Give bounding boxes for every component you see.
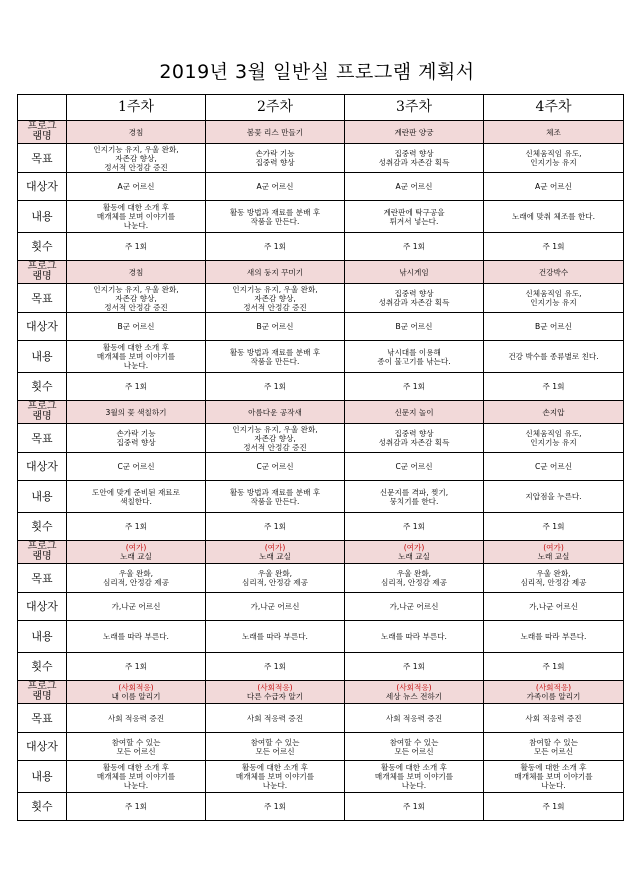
program-name-cell [484, 401, 624, 424]
program-category: (사회적응) [396, 683, 432, 692]
program-name-cell [206, 121, 345, 144]
row-label: 내용 [18, 341, 67, 373]
corner-cell [18, 95, 67, 121]
program-title: 세상 뉴스 전하기 [385, 692, 443, 701]
target-cell: A군 어르신 [345, 173, 484, 201]
goal-row [18, 564, 624, 593]
count-row [18, 373, 624, 401]
row-label: 프로그 램명 [18, 541, 67, 564]
row-label: 목표 [18, 284, 67, 313]
program-name-cell [67, 541, 206, 564]
target-cell: 가,나군 어르신 [67, 593, 206, 621]
content-cell: 활동에 대한 소개 후 매개체를 보며 이야기를 나눈다. [67, 341, 206, 373]
program-name-cell [484, 541, 624, 564]
goal-cell: 사회 적응력 증진 [345, 704, 484, 733]
row-label: 횟수 [18, 373, 67, 401]
program-title: 다른 수급자 알기 [246, 692, 304, 701]
row-label: 프로그 램명 [18, 401, 67, 424]
goal-cell: 우울 완화, 심리적, 안정감 제공 [206, 564, 345, 593]
count-row [18, 233, 624, 261]
content-cell: 낚시대를 이용해 종이 물고기를 낚는다. [345, 341, 484, 373]
goal-cell: 우울 완화, 심리적, 안정감 제공 [67, 564, 206, 593]
program-name-cell [345, 541, 484, 564]
target-cell: A군 어르신 [67, 173, 206, 201]
program-name-row [18, 401, 624, 424]
program-title: 아름다운 공작새 [248, 407, 302, 417]
count-cell: 주 1회 [206, 793, 345, 821]
program-name-cell [345, 681, 484, 704]
goal-cell: 신체움직임 유도, 인지기능 유지 [484, 284, 624, 313]
target-cell: 가,나군 어르신 [206, 593, 345, 621]
goal-cell: 인지기능 유지, 우울 완화, 자존감 향상, 정서적 안정감 증진 [206, 284, 345, 313]
content-cell: 활동 방법과 재료를 분배 후 작품을 만든다. [206, 201, 345, 233]
target-cell: 가,나군 어르신 [345, 593, 484, 621]
goal-cell: 우울 완화, 심리적, 안정감 제공 [484, 564, 624, 593]
program-title: 체조 [546, 127, 561, 137]
goal-cell: 인지기능 유지, 우울 완화, 자존감 향상, 정서적 안정감 증진 [67, 144, 206, 173]
target-row [18, 733, 624, 761]
goal-cell: 신체움직임 유도, 인지기능 유지 [484, 144, 624, 173]
row-label: 목표 [18, 564, 67, 593]
content-cell: 활동 방법과 재료를 분배 후 작품을 만든다. [206, 481, 345, 513]
program-title: 내 이름 알리기 [111, 692, 161, 701]
target-cell: C군 어르신 [345, 453, 484, 481]
row-label: 횟수 [18, 653, 67, 681]
program-name-row [18, 121, 624, 144]
target-cell: C군 어르신 [206, 453, 345, 481]
program-title: 낚시게임 [399, 267, 429, 277]
count-cell: 주 1회 [67, 793, 206, 821]
program-name-cell [67, 401, 206, 424]
content-cell: 노래를 따라 부른다. [206, 621, 345, 653]
count-row [18, 793, 624, 821]
content-row [18, 621, 624, 653]
count-cell: 주 1회 [484, 793, 624, 821]
row-label: 목표 [18, 704, 67, 733]
content-cell: 노래를 따라 부른다. [345, 621, 484, 653]
count-cell: 주 1회 [484, 653, 624, 681]
target-row [18, 593, 624, 621]
page-title: 2019년 3월 일반실 프로그램 계획서 [159, 61, 475, 83]
program-name-cell [484, 121, 624, 144]
goal-cell: 사회 적응력 증진 [484, 704, 624, 733]
program-name-cell [67, 261, 206, 284]
content-cell: 건강 박수를 종류별로 친다. [484, 341, 624, 373]
goal-row [18, 704, 624, 733]
content-cell: 활동에 대한 소개 후 매개체를 보며 이야기를 나눈다. [67, 201, 206, 233]
program-title: 건강박수 [538, 267, 569, 277]
count-cell: 주 1회 [345, 373, 484, 401]
program-name-row [18, 541, 624, 564]
count-cell: 주 1회 [484, 373, 624, 401]
program-category: (사회적응) [535, 683, 572, 692]
goal-cell: 인지기능 유지, 우울 완화, 자존감 향상, 정서적 안정감 증진 [67, 284, 206, 313]
goal-cell: 손가락 기능 집중력 향상 [67, 424, 206, 453]
program-title: 새의 둥지 꾸미기 [246, 267, 304, 277]
program-category: (여가) [403, 543, 425, 552]
program-title: 손지압 [542, 407, 565, 417]
target-cell: 가,나군 어르신 [484, 593, 624, 621]
program-title: 신문지 놀이 [394, 407, 434, 417]
goal-cell: 신체움직임 유도, 인지기능 유지 [484, 424, 624, 453]
content-cell: 활동에 대한 소개 후 매개체를 보며 이야기를 나눈다. [345, 761, 484, 793]
target-cell: C군 어르신 [67, 453, 206, 481]
program-plan-table [17, 94, 624, 821]
goal-cell: 집중력 향상 성취감과 자존감 획득 [345, 424, 484, 453]
program-name-cell [206, 401, 345, 424]
row-label: 횟수 [18, 513, 67, 541]
program-name-cell [484, 261, 624, 284]
program-category: (사회적응) [257, 683, 293, 692]
target-row [18, 453, 624, 481]
count-cell: 주 1회 [206, 653, 345, 681]
content-cell: 계란판에 탁구공을 튀겨서 넣는다. [345, 201, 484, 233]
goal-row [18, 284, 624, 313]
row-label: 횟수 [18, 233, 67, 261]
header-row [18, 95, 624, 121]
program-title: 계란판 양궁 [394, 127, 434, 137]
program-name-cell [345, 261, 484, 284]
program-name-cell [67, 121, 206, 144]
target-row [18, 313, 624, 341]
row-label: 프로그 램명 [18, 681, 67, 704]
count-cell: 주 1회 [345, 793, 484, 821]
row-label: 내용 [18, 761, 67, 793]
program-title: 노래 교실 [120, 552, 152, 561]
program-name-cell [206, 261, 345, 284]
count-cell: 주 1회 [206, 513, 345, 541]
count-cell: 주 1회 [206, 373, 345, 401]
row-label: 프로그 램명 [18, 261, 67, 284]
target-cell: 참여할 수 있는 모든 어르신 [67, 733, 206, 761]
target-cell: 참여할 수 있는 모든 어르신 [345, 733, 484, 761]
program-name-cell [345, 121, 484, 144]
program-title: 봄꽃 리스 만들기 [246, 127, 304, 137]
target-cell: B군 어르신 [67, 313, 206, 341]
program-title: 3월의 꽃 색칠하기 [105, 407, 167, 417]
count-cell: 주 1회 [484, 233, 624, 261]
content-cell: 노래를 따라 부른다. [67, 621, 206, 653]
row-label: 프로그 램명 [18, 121, 67, 144]
count-cell: 주 1회 [206, 233, 345, 261]
row-label: 목표 [18, 144, 67, 173]
count-cell: 주 1회 [345, 233, 484, 261]
content-row [18, 341, 624, 373]
content-row [18, 761, 624, 793]
row-label: 내용 [18, 621, 67, 653]
content-cell: 도안에 맞게 준비된 재료로 색칠한다. [67, 481, 206, 513]
target-row [18, 173, 624, 201]
count-cell: 주 1회 [345, 653, 484, 681]
content-cell: 신문지를 격파, 찢기, 뭉치기를 한다. [345, 481, 484, 513]
program-title: 가족이름 알리기 [526, 692, 581, 701]
program-category: (여가) [125, 543, 147, 552]
content-row [18, 481, 624, 513]
count-cell: 주 1회 [345, 513, 484, 541]
program-name-cell [67, 681, 206, 704]
count-cell: 주 1회 [67, 653, 206, 681]
content-cell: 활동에 대한 소개 후 매개체를 보며 이야기를 나눈다. [67, 761, 206, 793]
content-cell: 노래를 따라 부른다. [484, 621, 624, 653]
content-cell: 활동에 대한 소개 후 매개체를 보며 이야기를 나눈다. [484, 761, 624, 793]
content-cell: 지압점을 누른다. [484, 481, 624, 513]
program-category: (사회적응) [118, 683, 154, 692]
week-header: 3주차 [345, 95, 484, 121]
goal-cell: 사회 적응력 증진 [206, 704, 345, 733]
count-cell: 주 1회 [484, 513, 624, 541]
count-row [18, 653, 624, 681]
goal-cell: 집중력 향상 성취감과 자존감 획득 [345, 284, 484, 313]
target-cell: B군 어르신 [206, 313, 345, 341]
goal-cell: 인지기능 유지, 우울 완화, 자존감 향상, 정서적 안정감 증진 [206, 424, 345, 453]
goal-cell: 우울 완화, 심리적, 안정감 제공 [345, 564, 484, 593]
content-cell: 활동 방법과 재료를 분배 후 작품을 만든다. [206, 341, 345, 373]
content-cell: 노래에 맞춰 체조를 한다. [484, 201, 624, 233]
goal-row [18, 144, 624, 173]
goal-cell: 집중력 향상 성취감과 자존감 획득 [345, 144, 484, 173]
goal-cell: 손가락 기능 집중력 향상 [206, 144, 345, 173]
row-label: 내용 [18, 201, 67, 233]
week-header: 1주차 [67, 95, 206, 121]
target-cell: 참여할 수 있는 모든 어르신 [484, 733, 624, 761]
week-header: 2주차 [206, 95, 345, 121]
program-name-row [18, 681, 624, 704]
count-cell: 주 1회 [67, 233, 206, 261]
program-name-cell [484, 681, 624, 704]
row-label: 대상자 [18, 593, 67, 621]
goal-row [18, 424, 624, 453]
row-label: 대상자 [18, 313, 67, 341]
target-cell: A군 어르신 [206, 173, 345, 201]
goal-cell: 사회 적응력 증진 [67, 704, 206, 733]
program-category: (여가) [264, 543, 286, 552]
content-row [18, 201, 624, 233]
row-label: 횟수 [18, 793, 67, 821]
target-cell: C군 어르신 [484, 453, 624, 481]
content-cell: 활동에 대한 소개 후 매개체를 보며 이야기를 나눈다. [206, 761, 345, 793]
program-title: 경침 [128, 267, 144, 277]
row-label: 목표 [18, 424, 67, 453]
program-title: 노래 교실 [398, 552, 430, 561]
row-label: 대상자 [18, 173, 67, 201]
count-cell: 주 1회 [67, 513, 206, 541]
count-row [18, 513, 624, 541]
program-category: (여가) [543, 543, 564, 552]
program-name-row [18, 261, 624, 284]
target-cell: 참여할 수 있는 모든 어르신 [206, 733, 345, 761]
target-cell: B군 어르신 [484, 313, 624, 341]
row-label: 대상자 [18, 453, 67, 481]
program-name-cell [206, 681, 345, 704]
target-cell: A군 어르신 [484, 173, 624, 201]
program-title: 노래 교실 [537, 552, 570, 561]
program-name-cell [345, 401, 484, 424]
program-name-cell [206, 541, 345, 564]
row-label: 내용 [18, 481, 67, 513]
count-cell: 주 1회 [67, 373, 206, 401]
target-cell: B군 어르신 [345, 313, 484, 341]
program-title: 노래 교실 [259, 552, 291, 561]
week-header: 4주차 [484, 95, 624, 121]
row-label: 대상자 [18, 733, 67, 761]
program-title: 경침 [128, 127, 144, 137]
